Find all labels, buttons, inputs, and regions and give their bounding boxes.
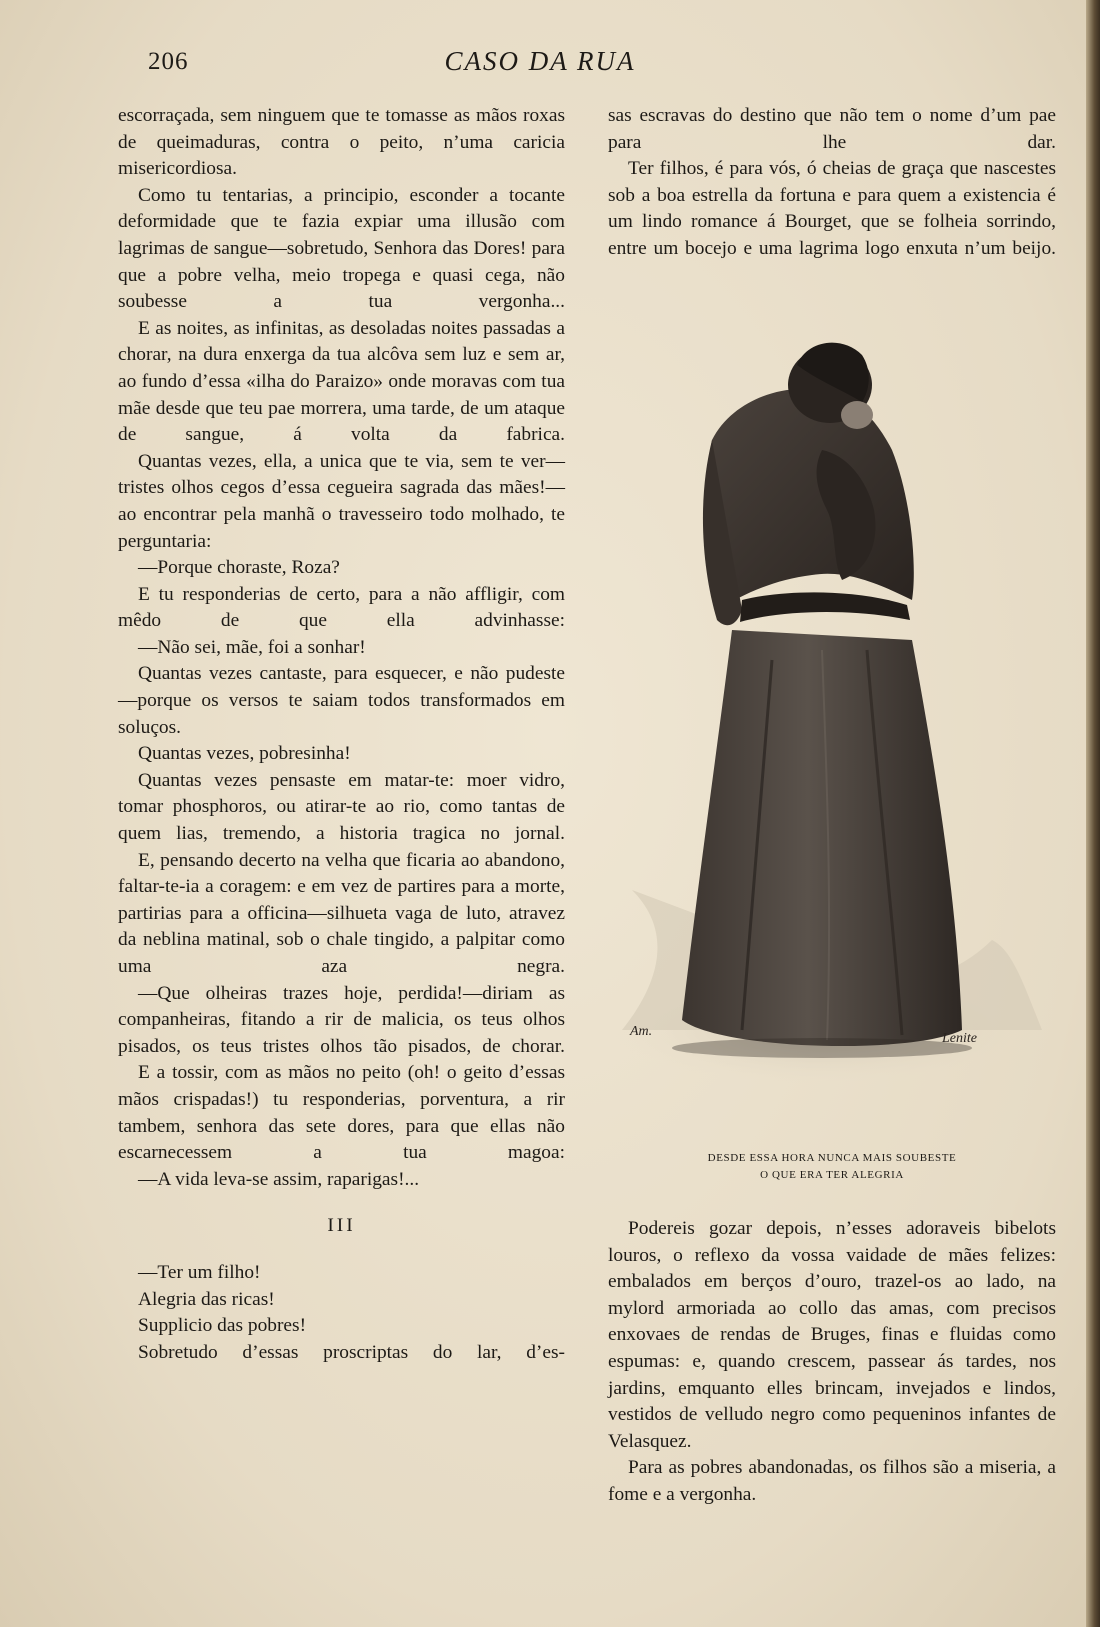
paragraph: Quantas vezes cantaste, para esquecer, e não pudeste—porque os versos te saiam todos transformados em soluços. <box>118 663 565 738</box>
page-edge-shadow <box>1086 0 1100 1627</box>
paragraph: Quantas vezes, pobresinha! <box>138 743 351 765</box>
artist-signature-left: Am. <box>630 1024 653 1039</box>
caption-line: DESDE ESSA HORA NUNCA MAIS SOUBESTE <box>707 1152 957 1164</box>
paragraph: Supplicio das pobres! <box>138 1315 307 1337</box>
paragraph: Quantas vezes, ella, a unica que te via, sem te ver—tristes olhos cegos d’essa cegueira sagrada das mães!—ao encontrar pela manhã o travesseiro todo molhado, te perguntaria: <box>118 450 565 552</box>
caption-line: O QUE ERA TER ALEGRIA <box>760 1169 904 1181</box>
artist-signature-right: Lenite <box>942 1031 977 1046</box>
paragraph: Alegria das ricas! <box>138 1288 275 1310</box>
paragraph: escorraçada, sem ninguem que te tomasse as mãos roxas de queimaduras, contra o peito, n’uma caricia misericordiosa. <box>118 105 565 180</box>
paragraph: E, pensando decerto na velha que ficaria ao abandono, faltar-te-ia a coragem: e em vez de partires para a morte, partirias para a officina—silhueta vaga de luto, atravez da neblina matinal, sob o chale tingido, a palpitar como uma aza negra. <box>118 849 565 977</box>
dialogue-line: —A vida leva-se assim, raparigas!... <box>138 1168 420 1190</box>
paragraph: Ter filhos, é para vós, ó cheias de graça que nascestes sob a boa estrella da fortuna e para quem a existencia é um lindo romance á Bourget, que se folheia sorrindo, entre um bocejo e uma lagrima logo enxuta n’um beijo. <box>608 158 1056 259</box>
dialogue-line: —Não sei, mãe, foi a sonhar! <box>138 636 366 658</box>
paragraph: sas escravas do destino que não tem o nome d’um pae para lhe dar. <box>608 105 1056 153</box>
section-heading: III <box>327 1215 356 1237</box>
paragraph: Podereis gozar depois, n’esses adoraveis bibelots louros, o reflexo da vossa vaidade de mães felizes: embalados em berços d’ouro, trazel-os ao lado, na mylord armoriada ao collo das amas, com precisos enxovaes de rendas de Bruges, finas e fluidas como espumas: e, quando crescem, passear ás tardes, nos jardins, emquanto elles brincam, invejados e lindos, vestidos de velludo negro como pequeninos infantes de Velasquez. <box>608 1218 1056 1452</box>
paragraph: E as noites, as infinitas, as desoladas noites passadas a chorar, na dura enxerga da tua alcôva sem luz e sem ar, ao fundo d’essa «ilha do Paraizo» onde moravas com tua mãe desde que teu pae morrera, uma tarde, de um ataque de sangue, á volta da fabrica. <box>118 317 565 446</box>
dialogue-line: —Ter um filho! <box>138 1261 261 1283</box>
illustration-caption <box>612 1150 1052 1184</box>
page-number: 206 <box>148 48 189 75</box>
paragraph: Como tu tentarias, a principio, esconder a tocante deformidade que te fazia expiar uma illusão com lagrimas de sangue—sobretudo, Senhora das Dores! para que a pobre velha, meio tropega e quasi cega, não soubesse a tua vergonha... <box>118 184 565 313</box>
dialogue-line: —Porque choraste, Roza? <box>138 557 340 579</box>
paragraph: Quantas vezes pensaste em matar-te: moer vidro, tomar phosphoros, ou atirar-te ao rio, como tantas de quem lias, tremendo, a historia tragica no jornal. <box>118 769 565 845</box>
left-column <box>118 103 565 1366</box>
woman-crying-icon <box>612 330 1052 1130</box>
paragraph: Sobretudo d’essas proscriptas do lar, d’es- <box>138 1341 565 1363</box>
paragraph: —Que olheiras trazes hoje, perdida!—diriam as companheiras, fitando a rir de malicia, os teus olhos pisados, os teus tristes olhos tão pisados, de chorar. <box>118 982 565 1057</box>
right-column-top <box>608 103 1056 263</box>
paragraph: E tu responderias de certo, para a não affligir, com mêdo de que ella advinhasse: <box>118 583 565 632</box>
right-column-bottom <box>608 1216 1056 1509</box>
woman-in-shawl-illustration <box>612 330 1052 1130</box>
paragraph: Para as pobres abandonadas, os filhos são a miseria, a fome e a vergonha. <box>608 1457 1056 1505</box>
paragraph: E a tossir, com as mãos no peito (oh! o geito d’essas mãos crispadas!) tu responderias, porventura, a rir tambem, senhora das sete dores, para que ellas não escarnecessem a tua magoa: <box>118 1062 565 1164</box>
running-title: CASO DA RUA <box>444 46 636 76</box>
